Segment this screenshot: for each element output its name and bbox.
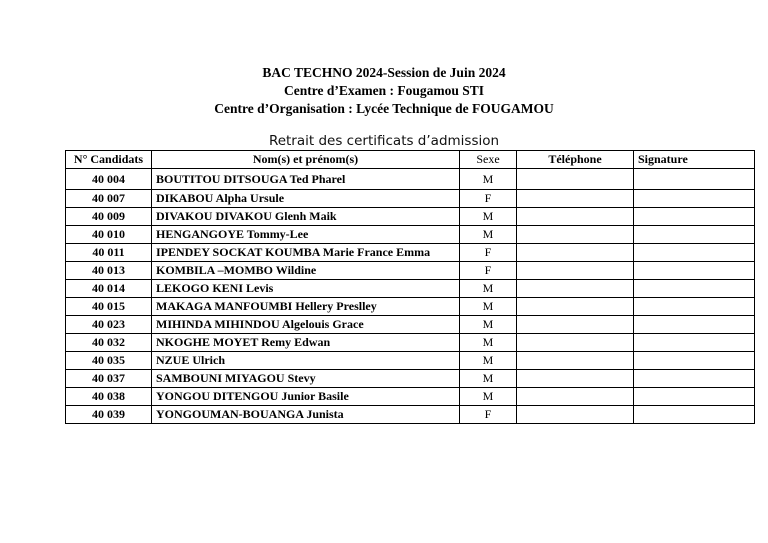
- signature-cell: [634, 352, 755, 370]
- signature-cell: [634, 334, 755, 352]
- table-header-row: [66, 151, 755, 169]
- signature-cell: [634, 406, 755, 424]
- table-row: [66, 388, 755, 406]
- candidate-sex: M: [460, 226, 517, 244]
- header-line-3: Centre d’Organisation : Lycée Technique de FOUGAMOU: [214, 101, 554, 116]
- signature-cell: [634, 169, 755, 190]
- candidate-name: LEKOGO KENI Levis: [152, 280, 460, 298]
- table-row: [66, 244, 755, 262]
- signature-cell: [634, 388, 755, 406]
- candidate-number: 40 039: [66, 406, 152, 424]
- phone-cell: [517, 169, 634, 190]
- candidate-name: MAKAGA MANFOUMBI Hellery Preslley: [152, 298, 460, 316]
- candidate-sex: M: [460, 352, 517, 370]
- phone-cell: [517, 244, 634, 262]
- candidate-sex: M: [460, 334, 517, 352]
- phone-cell: [517, 334, 634, 352]
- header-line-1: BAC TECHNO 2024-Session de Juin 2024: [262, 65, 506, 80]
- candidate-name: YONGOU DITENGOU Junior Basile: [152, 388, 460, 406]
- signature-cell: [634, 244, 755, 262]
- candidate-number: 40 015: [66, 298, 152, 316]
- table-row: [66, 190, 755, 208]
- phone-cell: [517, 406, 634, 424]
- candidate-number: 40 023: [66, 316, 152, 334]
- table-title: Retrait des certificats d’admission: [268, 133, 500, 149]
- signature-cell: [634, 316, 755, 334]
- candidate-name: DIVAKOU DIVAKOU Glenh Maik: [152, 208, 460, 226]
- candidate-sex: M: [460, 208, 517, 226]
- table-row: [66, 169, 755, 190]
- candidate-name: HENGANGOYE Tommy-Lee: [152, 226, 460, 244]
- candidate-sex: F: [460, 190, 517, 208]
- column-header-name: Nom(s) et prénom(s): [152, 151, 460, 169]
- candidate-sex: M: [460, 298, 517, 316]
- candidates-table: [65, 150, 755, 424]
- candidate-number: 40 035: [66, 352, 152, 370]
- table-row: [66, 316, 755, 334]
- candidate-number: 40 037: [66, 370, 152, 388]
- header-line-2: Centre d’Examen : Fougamou STI: [283, 83, 484, 98]
- candidate-sex: F: [460, 406, 517, 424]
- phone-cell: [517, 316, 634, 334]
- table-row: [66, 226, 755, 244]
- phone-cell: [517, 190, 634, 208]
- signature-cell: [634, 280, 755, 298]
- candidate-number: 40 038: [66, 388, 152, 406]
- column-header-phone: Téléphone: [517, 151, 634, 169]
- candidate-number: 40 009: [66, 208, 152, 226]
- phone-cell: [517, 262, 634, 280]
- candidate-name: MIHINDA MIHINDOU Algelouis Grace: [152, 316, 460, 334]
- phone-cell: [517, 388, 634, 406]
- table-row: [66, 208, 755, 226]
- phone-cell: [517, 370, 634, 388]
- table-row: [66, 406, 755, 424]
- candidate-name: YONGOUMAN-BOUANGA Junista: [152, 406, 460, 424]
- table-row: [66, 352, 755, 370]
- table-row: [66, 298, 755, 316]
- column-header-number: N° Candidats: [66, 151, 152, 169]
- candidate-name: NZUE Ulrich: [152, 352, 460, 370]
- signature-cell: [634, 190, 755, 208]
- table-row: [66, 262, 755, 280]
- candidate-number: 40 010: [66, 226, 152, 244]
- signature-cell: [634, 370, 755, 388]
- candidate-name: DIKABOU Alpha Ursule: [152, 190, 460, 208]
- candidate-number: 40 013: [66, 262, 152, 280]
- candidate-number: 40 014: [66, 280, 152, 298]
- candidate-name: KOMBILA –MOMBO Wildine: [152, 262, 460, 280]
- phone-cell: [517, 298, 634, 316]
- signature-cell: [634, 262, 755, 280]
- column-header-signature: Signature: [634, 151, 755, 169]
- candidate-sex: F: [460, 244, 517, 262]
- signature-cell: [634, 208, 755, 226]
- table-row: [66, 334, 755, 352]
- candidate-sex: M: [460, 370, 517, 388]
- candidate-number: 40 011: [66, 244, 152, 262]
- candidate-name: BOUTITOU DITSOUGA Ted Pharel: [152, 169, 460, 190]
- candidate-sex: M: [460, 169, 517, 190]
- table-row: [66, 280, 755, 298]
- candidate-sex: F: [460, 262, 517, 280]
- candidate-name: SAMBOUNI MIYAGOU Stevy: [152, 370, 460, 388]
- phone-cell: [517, 280, 634, 298]
- candidate-name: NKOGHE MOYET Remy Edwan: [152, 334, 460, 352]
- phone-cell: [517, 352, 634, 370]
- table-row: [66, 370, 755, 388]
- table-body: [66, 169, 755, 424]
- candidate-number: 40 007: [66, 190, 152, 208]
- candidate-sex: M: [460, 388, 517, 406]
- candidate-name: IPENDEY SOCKAT KOUMBA Marie France Emma: [152, 244, 460, 262]
- signature-cell: [634, 298, 755, 316]
- signature-cell: [634, 226, 755, 244]
- column-header-sex: Sexe: [460, 151, 517, 169]
- candidate-number: 40 004: [66, 169, 152, 190]
- candidate-sex: M: [460, 316, 517, 334]
- document-header: [0, 64, 768, 118]
- phone-cell: [517, 226, 634, 244]
- candidate-sex: M: [460, 280, 517, 298]
- candidate-number: 40 032: [66, 334, 152, 352]
- phone-cell: [517, 208, 634, 226]
